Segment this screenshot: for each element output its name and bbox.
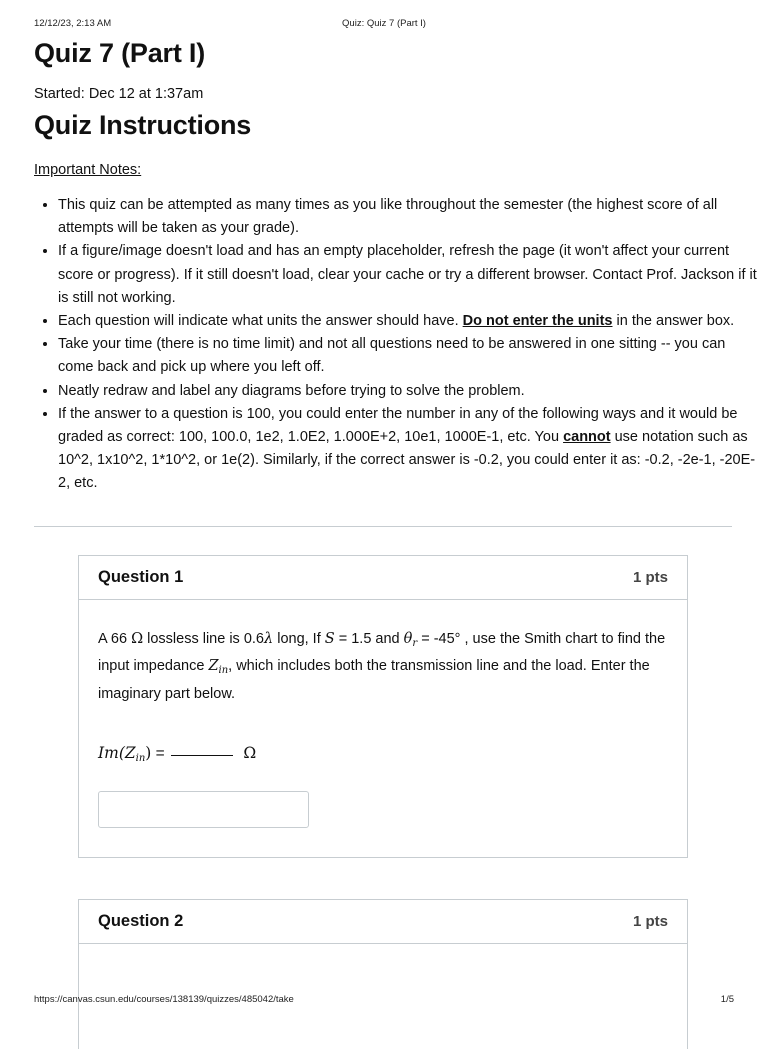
note-emphasis: cannot (563, 429, 611, 446)
question-points: 1 pts (632, 569, 668, 586)
print-footer (34, 994, 734, 1008)
note-text: If a figure/image doesn't load and has an empty placeholder, refresh the page (it won't affect your current score or progress). If it still doesn't load, clear your cache or try a different browser. Contact Prof. Jackson if it is still not working. (58, 243, 757, 306)
note-text: Neatly redraw and label any diagrams before trying to solve the problem. (58, 382, 525, 399)
started-info (34, 86, 203, 102)
lambda-symbol: λ (263, 631, 274, 647)
ohm-symbol: Ω (131, 631, 144, 647)
impedance-symbol: Z (208, 658, 219, 675)
list-item (58, 310, 758, 333)
question-text-part: = 1.5 and (334, 631, 404, 647)
question-card-2 (78, 899, 688, 1049)
answer-unit: Ω (243, 744, 257, 762)
print-page-number: 1/5 (720, 994, 734, 1005)
list-item (58, 240, 758, 310)
list-item (58, 403, 758, 496)
question-header (79, 900, 687, 944)
answer-z-label: Z (124, 744, 136, 762)
print-timestamp: 12/12/23, 2:13 AM (34, 18, 112, 29)
started-value: Dec 12 at 1:37am (88, 86, 204, 102)
started-label: Started: (34, 86, 85, 102)
note-text: in the answer box. (612, 313, 735, 330)
question-text-part: lossless line is 0.6 (143, 631, 264, 647)
important-notes-heading: Important Notes: (34, 162, 142, 178)
question-text-part: long, If (273, 631, 325, 647)
question-text (98, 628, 673, 706)
swr-symbol: S (324, 631, 335, 647)
note-text: Each question will indicate what units the answer should have. (58, 313, 463, 330)
question-text-part: A 66 (98, 631, 132, 647)
answer-input[interactable] (98, 791, 309, 828)
section-divider (34, 526, 732, 527)
impedance-subscript: in (218, 665, 229, 677)
list-item (58, 333, 758, 379)
answer-close-paren: ) (145, 744, 152, 762)
question-header (79, 556, 687, 600)
question-title: Question 1 (98, 568, 184, 586)
question-text-part: , which includes both the transmission line and the load. Enter the imaginary part below. (98, 658, 650, 702)
answer-blank-line (171, 754, 233, 756)
question-card-1 (78, 555, 688, 858)
question-title: Question 2 (98, 912, 184, 930)
list-item (58, 194, 758, 240)
note-text: use notation such as 10^2, 1x10^2, 1*10^2, or 1e(2). Similarly, if the correct answer is -0.2, you could enter it as: -0.2, -2e-1, -20E-2, etc. (58, 429, 756, 492)
answer-z-subscript: in (135, 753, 146, 764)
answer-equals: = (151, 745, 170, 762)
quiz-instructions-heading: Quiz Instructions (34, 110, 252, 140)
question-points: 1 pts (632, 913, 668, 930)
theta-symbol: θ (403, 631, 413, 647)
page-title: Quiz 7 (Part I) (34, 38, 206, 68)
note-text: If the answer to a question is 100, you could enter the number in any of the following ways and it would be graded as correct: 100, 100.0, 1e2, 1.0E2, 1.000E+2, 10e1, 1000E-1, etc. You (58, 405, 738, 446)
print-header (34, 18, 734, 32)
note-text: Take your time (there is no time limit) and not all questions need to be answered in one sitting -- you can come back and pick up where you left off. (58, 336, 726, 376)
list-item (58, 380, 758, 403)
print-doc-title: Quiz: Quiz 7 (Part I) (342, 18, 426, 29)
notes-list (34, 194, 758, 496)
print-url: https://canvas.csun.edu/courses/138139/quizzes/485042/take (34, 994, 294, 1005)
answer-im-label: Im( (98, 744, 125, 762)
theta-subscript: r (412, 638, 418, 649)
note-emphasis: Do not enter the units (462, 313, 613, 330)
note-text: This quiz can be attempted as many times as you like throughout the semester (the highest score of all attempts will be taken as your grade). (58, 197, 718, 237)
question-text-part: = -45° , use the Smith chart to find the input impedance (98, 631, 666, 675)
answer-prompt (98, 744, 256, 764)
